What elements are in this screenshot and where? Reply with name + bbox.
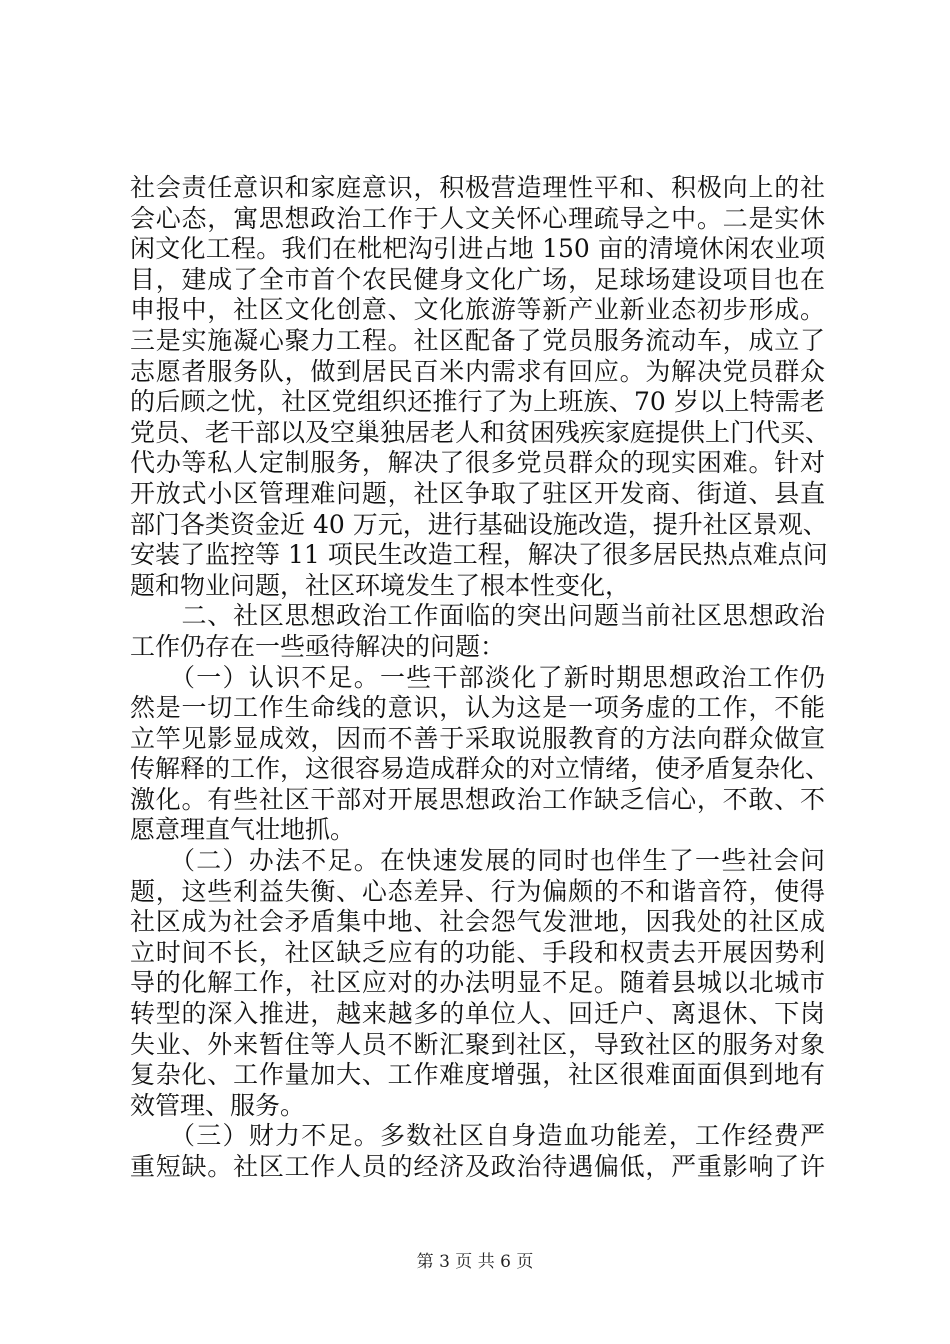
text-line: 复杂化、工作量加大、工作难度增强，社区很难面面俱到地有 bbox=[130, 1060, 825, 1090]
text-line: 题和物业问题，社区环境发生了根本性变化， bbox=[130, 570, 631, 600]
text-line: （二）办法不足。在快速发展的同时也伴生了一些社会问 bbox=[130, 846, 825, 876]
text-line: 愿意理直气壮地抓。 bbox=[130, 815, 356, 845]
text-line: 激化。有些社区干部对开展思想政治工作缺乏信心，不敢、不 bbox=[130, 784, 825, 814]
text-line: 二、社区思想政治工作面临的突出问题当前社区思想政治 bbox=[130, 601, 825, 631]
text-line: 志愿者服务队，做到居民百米内需求有回应。为解决党员群众 bbox=[130, 356, 825, 386]
text-line: 闲文化工程。我们在枇杷沟引进占地 150 亩的清境休闲农业项 bbox=[130, 234, 825, 264]
text-line: 代办等私人定制服务，解决了很多党员群众的现实困难。针对 bbox=[130, 448, 825, 478]
text-line: 开放式小区管理难问题，社区争取了驻区开发商、街道、县直 bbox=[130, 478, 825, 508]
text-line: 社会责任意识和家庭意识，积极营造理性平和、积极向上的社 bbox=[130, 173, 825, 202]
text-line: （三）财力不足。多数社区自身造血功能差，工作经费严 bbox=[130, 1121, 825, 1151]
text-line: 效管理、服务。 bbox=[130, 1090, 306, 1120]
text-line: 部门各类资金近 40 万元，进行基础设施改造，提升社区景观、 bbox=[130, 509, 828, 539]
text-line: 然是一切工作生命线的意识，认为这是一项务虚的工作，不能 bbox=[130, 693, 825, 723]
text-line: 转型的深入推进，越来越多的单位人、回迁户、离退休、下岗 bbox=[130, 999, 825, 1029]
text-line: 三是实施凝心聚力工程。社区配备了党员服务流动车，成立了 bbox=[130, 325, 825, 355]
text-line: 的后顾之忧，社区党组织还推行了为上班族、70 岁以上特需老 bbox=[130, 387, 825, 417]
text-line: 立竿见影显成效，因而不善于采取说服教育的方法向群众做宣 bbox=[130, 723, 825, 753]
text-line: 目，建成了全市首个农民健身文化广场，足球场建设项目也在 bbox=[130, 264, 825, 294]
document-body bbox=[130, 173, 831, 1183]
page-number-footer: 第 3 页 共 6 页 bbox=[416, 1252, 534, 1272]
text-line: 失业、外来暂住等人员不断汇聚到社区，导致社区的服务对象 bbox=[130, 1029, 825, 1059]
text-line: 传解释的工作，这很容易造成群众的对立情绪，使矛盾复杂化、 bbox=[130, 754, 831, 784]
text-line: 导的化解工作，社区应对的办法明显不足。随着县城以北城市 bbox=[130, 968, 825, 998]
text-line: 重短缺。社区工作人员的经济及政治待遇偏低，严重影响了许 bbox=[130, 1152, 825, 1181]
text-line: 工作仍存在一些亟待解决的问题： bbox=[130, 631, 506, 661]
text-line: 党员、老干部以及空巢独居老人和贫困残疾家庭提供上门代买、 bbox=[130, 417, 831, 447]
text-line: 题，这些利益失衡、心态差异、行为偏颇的不和谐音符，使得 bbox=[130, 876, 825, 906]
text-line: 会心态，寓思想政治工作于人文关怀心理疏导之中。二是实休 bbox=[130, 203, 825, 233]
text-line: 申报中，社区文化创意、文化旅游等新产业新业态初步形成。 bbox=[130, 295, 825, 325]
text-line: 社区成为社会矛盾集中地、社会怨气发泄地，因我处的社区成 bbox=[130, 907, 825, 937]
text-line: 立时间不长，社区缺乏应有的功能、手段和权责去开展因势利 bbox=[130, 937, 825, 967]
text-line: 安装了监控等 11 项民生改造工程，解决了很多居民热点难点问 bbox=[130, 540, 828, 570]
text-line: （一）认识不足。一些干部淡化了新时期思想政治工作仍 bbox=[130, 662, 825, 692]
